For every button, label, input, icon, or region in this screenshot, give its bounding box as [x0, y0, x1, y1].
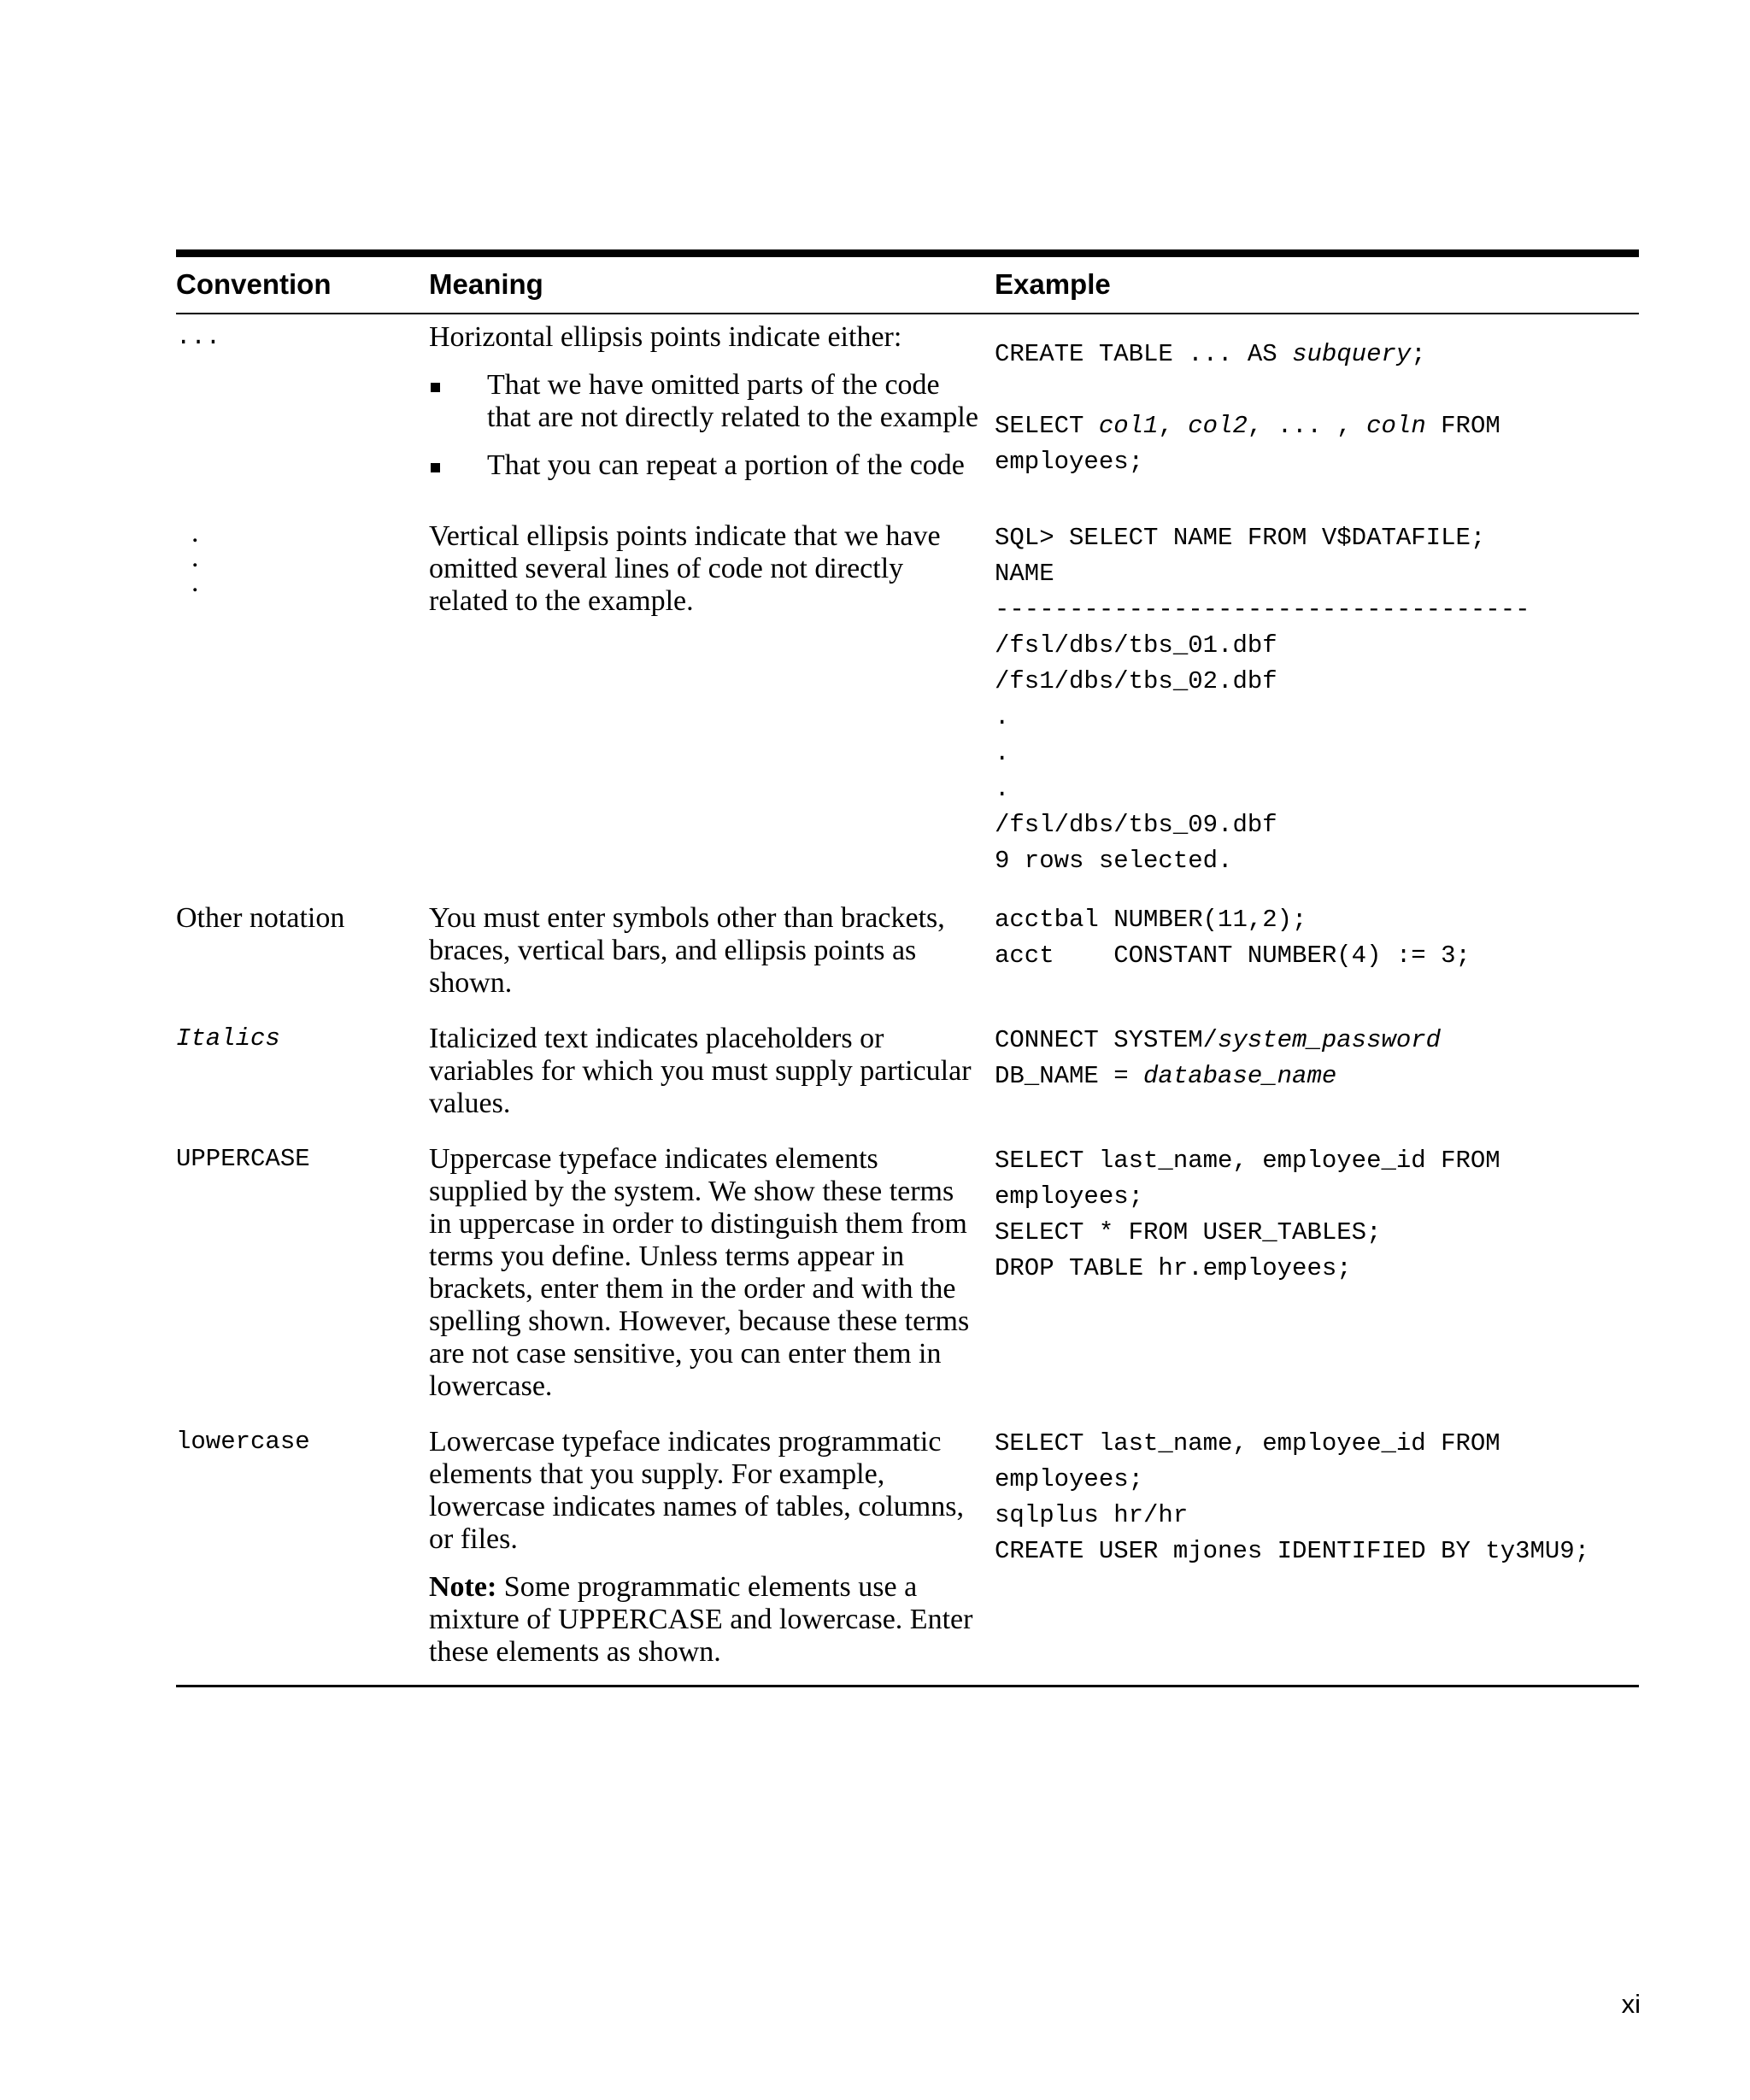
header-meaning: Meaning [429, 254, 995, 314]
square-bullet-icon [431, 463, 440, 472]
row-italics-example [995, 1016, 1639, 1136]
note-label: Note: [429, 1571, 497, 1603]
table-row [176, 1016, 1639, 1136]
code-example: CREATE TABLE ... AS subquery; [995, 340, 1426, 368]
code-example: acctbal NUMBER(11,2); acct CONSTANT NUMBER(4) := 3; [995, 906, 1471, 970]
row-hellipsis-meaning [429, 314, 995, 513]
square-bullet-icon [431, 383, 440, 392]
table-row [176, 314, 1639, 513]
row-hellipsis-convention [176, 314, 429, 513]
row-other-meaning: You must enter symbols other than brackets, braces, vertical bars, and ellipsis points as shown. [429, 902, 945, 999]
code-example: SELECT last_name, employee_id FROM employees; SELECT * FROM USER_TABLES; DROP TABLE hr.employees; [995, 1147, 1500, 1282]
table-row [176, 1419, 1639, 1686]
table-header-row [176, 254, 1639, 314]
code-example: SELECT col1, col2, ... , coln FROM [995, 412, 1500, 440]
row-italics-meaning: Italicized text indicates placeholders or variables for which you must supply particular values. [429, 1023, 972, 1119]
row-vellipsis-example [995, 513, 1639, 895]
vertical-ellipsis: . . . [191, 517, 199, 598]
row-uppercase-convention [176, 1136, 429, 1419]
page-number: xi [1621, 1989, 1641, 2019]
convention-text: UPPERCASE [176, 1145, 310, 1173]
meaning-text: Lowercase typeface indicates programmatic elements that you supply. For example, lowercase indicates names of tables, columns, or files. [429, 1426, 964, 1555]
table-row [176, 1136, 1639, 1419]
convention-text: Italics [176, 1024, 280, 1053]
table-row [176, 895, 1639, 1016]
convention-text: ... [176, 323, 221, 351]
conventions-table [176, 249, 1639, 1687]
row-vellipsis-convention [176, 513, 429, 895]
row-other-convention: Other notation [176, 902, 345, 934]
row-lowercase-convention [176, 1419, 429, 1686]
conventions-page [176, 249, 1639, 1687]
list-item: That you can repeat a portion of the code [429, 449, 983, 482]
row-hellipsis-example [995, 314, 1639, 513]
row-uppercase-example [995, 1136, 1639, 1419]
code-example: CONNECT SYSTEM/system_password [995, 1026, 1442, 1054]
row-other-example [995, 895, 1639, 1016]
code-example: SELECT last_name, employee_id FROM employees; sqlplus hr/hr CREATE USER mjones IDENTIFIED BY ty3MU9; [995, 1429, 1590, 1565]
header-convention: Convention [176, 254, 429, 314]
row-italics-convention [176, 1016, 429, 1136]
code-example: DB_NAME = database_name [995, 1062, 1337, 1090]
code-example: SQL> SELECT NAME FROM V$DATAFILE; NAME ------------------------------------ /fsl/dbs/tbs_01.dbf /fs1/dbs/tbs_02.dbf . . . /fsl/dbs/tbs_09.dbf 9 rows selected. [995, 524, 1530, 875]
row-vellipsis-meaning: Vertical ellipsis points indicate that we have omitted several lines of code not directly related to the example. [429, 520, 941, 617]
table-row [176, 513, 1639, 895]
header-example: Example [995, 254, 1639, 314]
row-lowercase-example [995, 1419, 1639, 1686]
note-text: Some programmatic elements use a mixture of UPPERCASE and lowercase. Enter these elements as shown. [429, 1571, 973, 1668]
list-item: That we have omitted parts of the code that are not directly related to the example [429, 369, 983, 434]
meaning-bullet-list [429, 369, 983, 482]
note-paragraph [429, 1571, 983, 1669]
convention-text: lowercase [176, 1428, 310, 1456]
meaning-intro: Horizontal ellipsis points indicate either: [429, 321, 902, 353]
code-example-continued: employees; [995, 448, 1144, 476]
row-uppercase-meaning: Uppercase typeface indicates elements supplied by the system. We show these terms in uppercase in order to distinguish them from terms you define. Unless terms appear in brackets, enter them in the order and with the spelling shown. However, because these terms are not case sensitive, you can enter them in lowercase. [429, 1143, 970, 1402]
row-lowercase-meaning [429, 1419, 995, 1686]
